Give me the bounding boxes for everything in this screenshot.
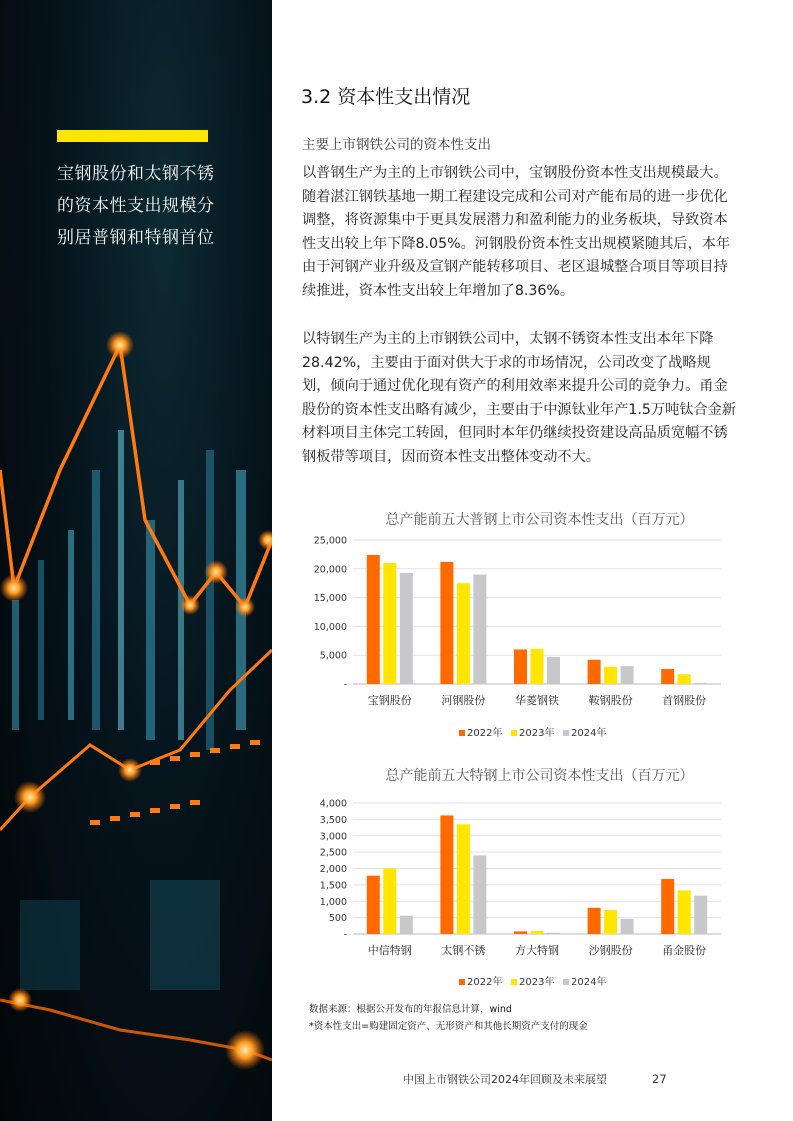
chart-title-general-steel: 总产能前五大普钢上市公司资本性支出（百万元） bbox=[385, 512, 694, 528]
sidebar-callout: 宝钢股份和太钢不锈的资本性支出规模分别居普钢和特钢首位 bbox=[57, 164, 215, 248]
bar bbox=[383, 869, 396, 935]
definition-note: *资本性支出=购建固定资产、无形资产和其他长期资产支付的现金 bbox=[309, 1021, 588, 1032]
bar bbox=[661, 669, 674, 684]
y-tick-label: 20,000 bbox=[313, 564, 347, 576]
bar bbox=[531, 931, 544, 934]
y-tick-label: 3,500 bbox=[319, 814, 347, 826]
legend-swatch bbox=[563, 979, 569, 985]
yellow-accent-bar bbox=[57, 130, 208, 142]
y-tick-label: 25,000 bbox=[313, 535, 347, 547]
footer-report-title: 中国上市钢铁公司2024年回顾及未来展望 bbox=[403, 1073, 607, 1086]
bar bbox=[621, 919, 634, 934]
bar bbox=[457, 583, 470, 684]
section-title: 3.2 资本性支出情况 bbox=[301, 86, 471, 108]
chart-notes bbox=[309, 1001, 588, 1035]
bar bbox=[588, 908, 601, 934]
bar bbox=[604, 910, 617, 934]
data-source-note: 数据来源：根据公开发布的年报信息计算，wind bbox=[309, 1004, 512, 1015]
legend-label: 2024年 bbox=[571, 728, 607, 739]
category-label: 宝钢股份 bbox=[367, 694, 412, 707]
y-tick-label: 500 bbox=[328, 913, 347, 925]
paragraph-2: 以特钢生产为主的上市钢铁公司中，太钢不锈资本性支出本年下降28.42%，主要由于面对供大于求的市场情况，公司改变了战略规划，倾向于通过优化现有资产的利用效率来提升公司的竞争力。甬金股份的资本性支出略有减少，主要由于中源钛业年产1.5万吨钛合金新材料项目主体完工转固，但同时本年仍继续投资建设高品质宽幅不锈钢板带等项目，因而资本性支出整体变动不大。 bbox=[302, 331, 737, 465]
y-tick-label: 2,000 bbox=[319, 864, 347, 875]
legend-swatch bbox=[459, 730, 465, 736]
y-tick-label: - bbox=[343, 679, 347, 691]
bar bbox=[694, 683, 707, 684]
bar bbox=[604, 667, 617, 684]
bar bbox=[400, 916, 413, 934]
sidebar-panel bbox=[0, 0, 272, 1121]
category-label: 甬金股份 bbox=[662, 944, 707, 957]
category-label: 方大特钢 bbox=[515, 944, 559, 957]
bar bbox=[547, 657, 560, 684]
bar bbox=[367, 555, 380, 684]
category-label: 华菱钢铁 bbox=[515, 694, 559, 707]
page-number: 27 bbox=[652, 1072, 667, 1086]
bar bbox=[678, 890, 691, 934]
bar bbox=[400, 573, 413, 684]
bar bbox=[514, 649, 527, 684]
y-tick-label: 4,000 bbox=[319, 798, 347, 810]
bar bbox=[678, 674, 691, 684]
category-label: 首钢股份 bbox=[662, 694, 707, 707]
bar bbox=[367, 876, 380, 934]
category-label: 中信特钢 bbox=[367, 944, 412, 957]
bar bbox=[621, 666, 634, 684]
bar bbox=[440, 815, 453, 934]
legend-label: 2023年 bbox=[519, 977, 555, 988]
y-tick-label: 15,000 bbox=[313, 593, 347, 605]
bar bbox=[661, 879, 674, 934]
legend-label: 2023年 bbox=[519, 728, 555, 739]
bar bbox=[588, 660, 601, 684]
y-tick-label: 10,000 bbox=[313, 621, 347, 633]
legend-swatch bbox=[511, 730, 517, 736]
category-label: 沙钢股份 bbox=[588, 944, 633, 957]
legend-swatch bbox=[563, 730, 569, 736]
bar bbox=[457, 824, 470, 934]
legend-swatch bbox=[511, 979, 517, 985]
y-tick-label: 1,000 bbox=[319, 896, 347, 908]
bar bbox=[440, 562, 453, 684]
bar-chart-general-steel bbox=[272, 528, 793, 748]
y-tick-label: 2,500 bbox=[319, 847, 347, 859]
bar bbox=[383, 563, 396, 684]
bar bbox=[531, 649, 544, 684]
main-content bbox=[272, 0, 793, 1121]
bar bbox=[473, 575, 486, 684]
bar bbox=[694, 896, 707, 934]
bar bbox=[473, 855, 486, 934]
chart-title-special-steel: 总产能前五大特钢上市公司资本性支出（百万元） bbox=[385, 768, 694, 784]
legend-swatch bbox=[459, 979, 465, 985]
y-tick-label: 5,000 bbox=[319, 650, 347, 662]
legend-label: 2024年 bbox=[571, 977, 607, 988]
y-tick-label: 1,500 bbox=[319, 880, 347, 892]
y-tick-label: 3,000 bbox=[319, 831, 347, 843]
subheading: 主要上市钢铁公司的资本性支出 bbox=[302, 137, 491, 153]
bar bbox=[514, 931, 527, 934]
bar-chart-special-steel bbox=[272, 788, 793, 998]
legend-label: 2022年 bbox=[467, 977, 503, 988]
category-label: 河钢股份 bbox=[441, 694, 486, 707]
category-label: 鞍钢股份 bbox=[588, 694, 633, 707]
legend-label: 2022年 bbox=[467, 728, 503, 739]
bar bbox=[547, 933, 560, 934]
paragraph-1: 以普钢生产为主的上市钢铁公司中，宝钢股份资本性支出规模最大。随着湛江钢铁基地一期工程建设完成和公司对产能布局的进一步优化调整，将资源集中于更具发展潜力和盈利能力的业务板块，导致资本性支出较上年下降8.05%。河钢股份资本性支出规模紧随其后，本年由于河钢产业升级及宣钢产能转移项目、老区退城整合项目等项目持续推进，资本性支出较上年增加了8.36%。 bbox=[302, 165, 731, 299]
category-label: 太钢不锈 bbox=[441, 944, 486, 957]
y-tick-label: - bbox=[343, 929, 347, 941]
